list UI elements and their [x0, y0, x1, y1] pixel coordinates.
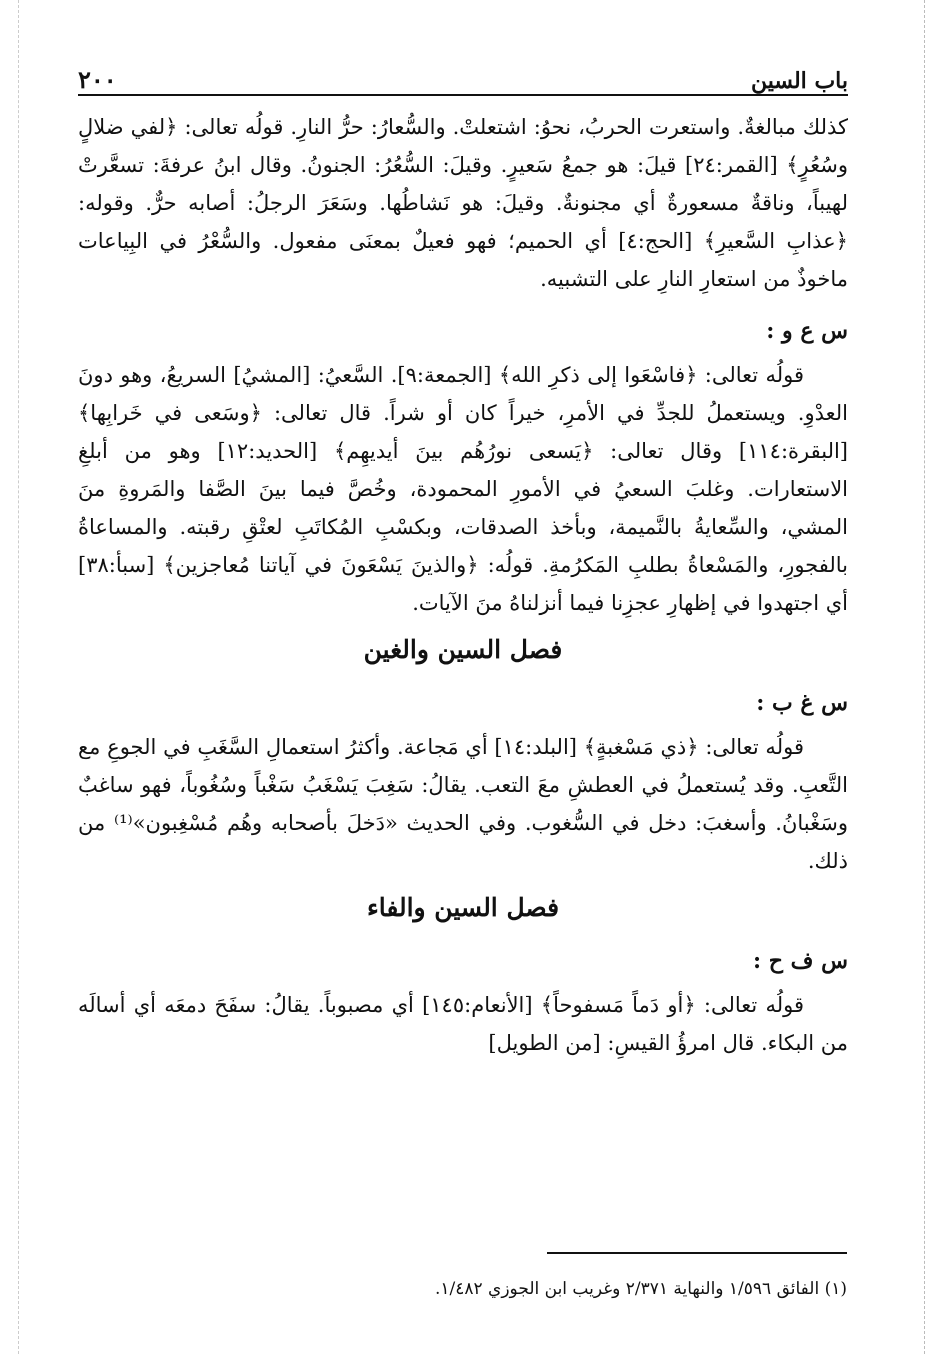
entry-heading-sghb: س غ ب : [756, 690, 848, 716]
paragraph-sghb: قولُه تعالى: ﴿ذي مَسْغبةٍ﴾ [البلد:١٤] أي مَجاعة. وأكثرُ استعمالِ السَّغَبِ في الجوعِ مع التَّعبِ. وقد يُستعملُ في العطشِ معَ التعب. يقالُ: سَغِبَ يَسْغَبُ سَغْباً وسُغُوباً، فهو ساغبٌ وسَغْبانُ. وأسغبَ: دخل في السُّغوب. وفي الحديث «دَخلَ بأصحابه وهُم مُسْغِبون»⁽¹⁾ من ذلك. [78, 735, 848, 873]
paragraph-saar: كذلك مبالغةٌ. واستعرت الحربُ، نحوُ: اشتعلتْ. والسُّعارُ: حرُّ النارِ. قولُه تعالى: ﴿لفي ضلالٍ وسُعُرٍ﴾ [القمر:٢٤] قيلَ: هو جمعُ سَعيرٍ. وقيلَ: السُّعُرُ: الجنونُ. وقال ابنُ عرفةَ: تسعَّرتْ لهيباً، وناقةٌ مسعورةٌ أي مجنونةٌ. وقيلَ: هو نَشاطُها. وسَعَرَ الرجلُ: أصابه حرٌّ. وقوله: ﴿عذابِ السَّعيرِ﴾ [الحج:٤] أي الحميم؛ فهو فعيلٌ بمعنَى مفعول. والسُّعْرُ في البِياعات ماخوذٌ من استعارِ النارِ على التشبيه. [78, 115, 849, 291]
entry-heading-sfh: س ف ح : [753, 948, 848, 974]
header-title: باب السين [750, 68, 848, 94]
page-number: ٢٠٠ [78, 65, 117, 94]
scan-edge-line-left [18, 0, 19, 1354]
footnote-separator [547, 1252, 847, 1254]
entry-heading-sw: س ع و : [766, 318, 848, 344]
running-header [78, 58, 848, 96]
paragraph-sfh: قولُه تعالى: ﴿أو دَماً مَسفوحاً﴾ [الأنعام:١٤٥] أي مصبوباً. يقالُ: سفَحَ دمعَه أي أسالَه من البكاء. قال امرؤُ القيسِ: [من الطويل] [78, 993, 848, 1055]
paragraph-sw: قولُه تعالى: ﴿فاسْعَوا إلى ذكرِ الله﴾ [الجمعة:٩]. السَّعيُ: [المشيُ] السريعُ، وهو دونَ العدْوِ. ويستعملُ للجدِّ في الأمرِ، خيراً كان أو شراً. قال تعالى: ﴿وسَعى في خَرابِها﴾ [البقرة:١١٤] وقال تعالى: ﴿يَسعى نورُهُم بينَ أيديهِم﴾ [الحديد:١٢] وهو من أبلغِ الاستعارات. وغلبَ السعيُ في الأمورِ المحمودة، وخُصَّ فيما بينَ الصَّفا والمَروةِ منَ المشي، والسِّعايةُ بالنَّميمة، وبأخذ الصدقات، وبكسْبِ المُكاتَبِ لعتْقِ رقبته. والمساعاةُ بالفجورِ، والمَسْعاةُ بطلبِ المَكرُمةِ. قولُه: ﴿والذينَ يَسْعَونَ في آياتنا مُعاجزين﴾ [سبأ:٣٨] أي اجتهدوا في إظهارِ عجزِنا فيما أنزلناهُ منَ الآيات. [78, 363, 849, 615]
book-page [78, 58, 848, 1062]
scan-edge-line-right [924, 0, 925, 1354]
chapter-heading-sin-ghayn: فصل السين والغين [363, 635, 563, 664]
footnote: (١) الفائق ١/٥٩٦ والنهاية ٢/٣٧١ وغريب ابن الجوزي ١/٤٨٢. [434, 1279, 847, 1299]
chapter-heading-sin-fa: فصل السين والفاء [366, 893, 560, 922]
